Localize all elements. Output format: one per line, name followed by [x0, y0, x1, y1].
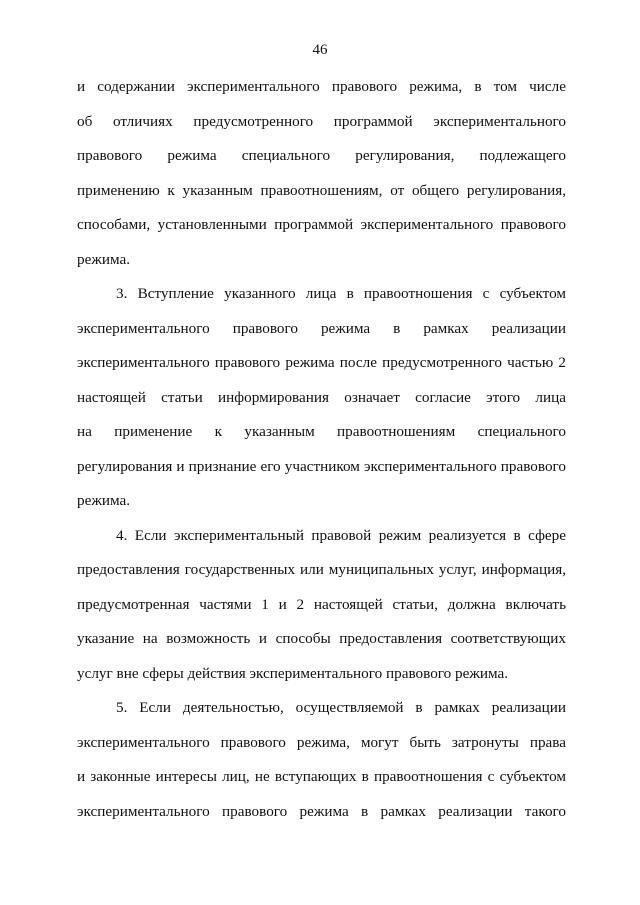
text-line: 3. Вступление указанного лица в правоотношения с субъектом	[116, 285, 566, 302]
text-line: предоставления государственных или муниципальных услуг, информация,	[77, 561, 566, 578]
paragraph-3	[77, 284, 566, 526]
text-line: предусмотренная частями 1 и 2 настоящей статьи, должна включать	[77, 595, 566, 613]
text-line: режима.	[77, 492, 131, 509]
page-number: 46	[312, 42, 328, 58]
text-line: и законные интересы лиц, не вступающих в правоотношения с субъектом	[77, 768, 566, 785]
paragraph-continuation	[77, 77, 566, 284]
paragraph-4	[77, 526, 566, 699]
text-line: указание на возможность и способы предоставления соответствующих	[77, 630, 566, 647]
text-line: режима.	[77, 250, 131, 268]
text-line: и содержании экспериментального правового режима, в том числе	[77, 78, 566, 95]
text-line: экспериментального правового режима после предусмотренного частью 2	[77, 354, 566, 371]
text-line: способами, установленными программой экспериментального правового	[77, 216, 566, 233]
text-line: 5. Если деятельностью, осуществляемой в рамках реализации	[116, 699, 566, 716]
text-line: применению к указанным правоотношениям, от общего регулирования,	[77, 181, 566, 199]
text-line: регулирования и признание его участником экспериментального правового	[77, 457, 566, 475]
text-line: настоящей статьи информирования означает согласие этого лица	[77, 388, 566, 406]
text-line: экспериментального правового режима, могут быть затронуты права	[77, 733, 566, 751]
text-line: об отличиях предусмотренного программой экспериментального	[77, 112, 566, 130]
text-line: услуг вне сферы действия экспериментального правового режима.	[77, 664, 509, 682]
text-line: на применение к указанным правоотношениям специального	[77, 423, 566, 440]
text-line: 4. Если экспериментальный правовой режим реализуется в сфере	[116, 526, 566, 544]
text-line: экспериментального правового режима в рамках реализации такого	[77, 802, 566, 820]
text-line: правового режима специального регулирования, подлежащего	[77, 147, 566, 164]
paragraph-5	[77, 698, 566, 836]
body-text	[77, 77, 566, 836]
text-line: экспериментального правового режима в рамках реализации	[77, 319, 566, 337]
